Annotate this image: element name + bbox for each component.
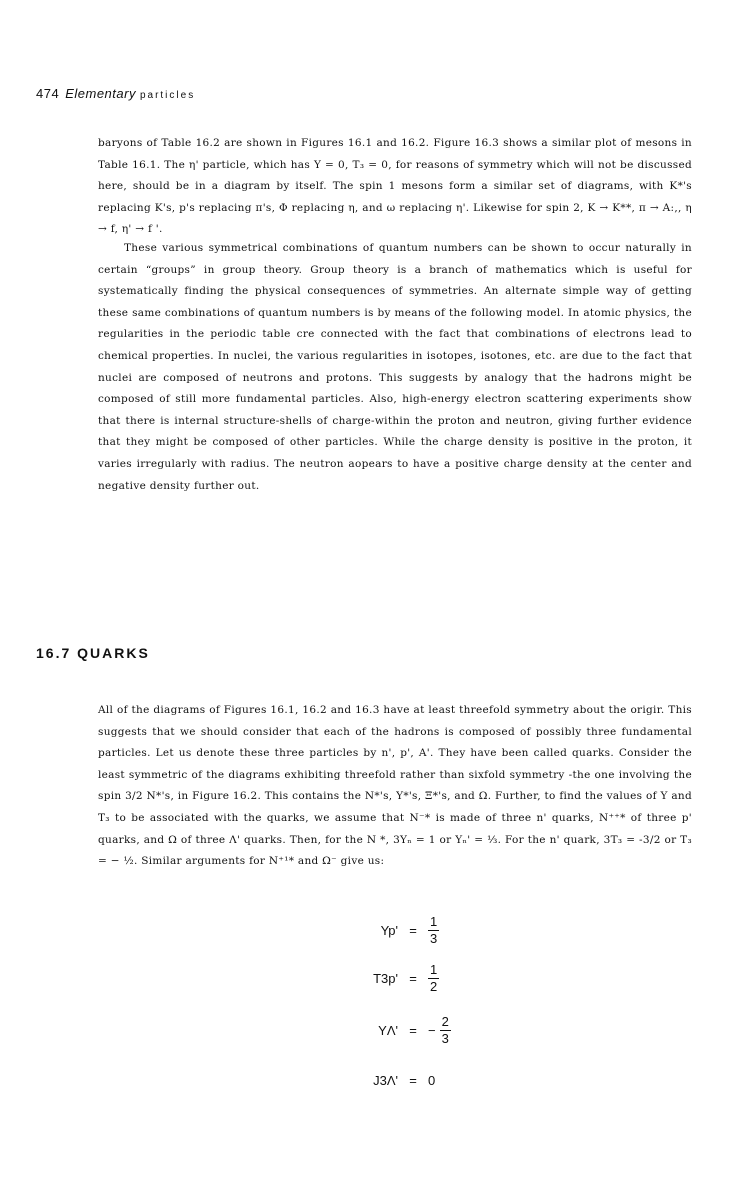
fraction-numerator: 2 — [441, 1013, 449, 1029]
paragraph-quarks — [98, 700, 692, 873]
equation-j3-lambda-quark — [340, 1060, 500, 1100]
fraction — [428, 914, 439, 947]
paragraph-text: All of the diagrams of Figures 16.1, 16.2 and 16.3 have at least threefold symmetry about the origir. This suggests that we should consider that each of the hadrons is composed of possibly three fundamental particles. Let us denote these three particles by n', p', A'. They have been called quarks. Consider the least symmetric of the diagrams exhibiting threefold rather than sixfold symmetry -the one involving the spin 3/2 N*'s, in Figure 16.2. This contains the N*'s, Y*'s, Ξ*'s, and Ω. Further, to find the values of Y and T₃ to be associated with the quarks, we assume that N⁻* is made of three n' quarks, N⁺⁺* of three p' quarks, and Ω of three Λ' quarks. Then, for the N *, 3Yₙ = 1 or Yₙ' = ⅓. For the n' quark, 3T₃ = -3/2 or T₃ = − ½. Similar arguments for N⁺¹* and Ω⁻ give us: — [98, 704, 692, 868]
paragraph-text: baryons of Table 16.2 are shown in Figures 16.1 and 16.2. Figure 16.3 shows a similar plot of mesons in Table 16.1. The η' particle, which has Y = 0, T₃ = 0, for reasons of symmetry which will not be discussed here, should be in a diagram by itself. The spin 1 mesons form a similar set of diagrams, with K*'s replacing K's, p's replacing π's, Φ replacing η, and ω replacing η'. Likewise for spin 2, K → K**, π → A:,, η → f, η' → f '. — [98, 137, 692, 236]
book-title: Elementary — [65, 86, 136, 101]
equals-sign: = — [409, 970, 417, 986]
fraction-numerator: 1 — [430, 961, 438, 977]
equation-t3-p-quark — [340, 958, 500, 998]
minus-sign: − — [428, 1022, 436, 1038]
equation-value: 0 — [428, 1072, 436, 1088]
section-heading: 16.7 QUARKS — [36, 645, 150, 661]
equation-lhs: YΛ' — [378, 1022, 398, 1038]
paragraph-symmetry — [98, 238, 692, 497]
equation-lhs: T3p' — [373, 970, 398, 986]
equation-lhs: Yp' — [380, 922, 398, 938]
page-number: 474 — [36, 86, 60, 101]
fraction-denominator: 2 — [430, 978, 438, 994]
equation-y-p-quark — [340, 910, 500, 950]
equation-y-lambda-quark — [340, 1010, 500, 1050]
paragraph-baryons — [98, 133, 692, 241]
paragraph-text: These various symmetrical combinations of quantum numbers can be shown to occur naturally in certain “groups” in group theory. Group theory is a branch of mathematics which is useful for systematically finding the physical consequences of symmetries. An alternate simple way of getting these same combinations of quantum numbers is by means of the following model. In atomic physics, the regularities in the periodic table cre connected with the fact that combinations of electrons lead to chemical properties. In nuclei, the various regularities in isotopes, isotones, etc. are due to the fact that nuclei are composed of neutrons and protons. This suggests by analogy that the hadrons might be composed of still more fundamental particles. Also, high-energy electron scattering experiments show that there is internal structure-shells of charge-within the proton and neutron, giving further evidence that they might be composed of other particles. While the charge density is positive in the proton, it varies irregularly with radius. The neutron aopears to have a positive charge density at the center and negative density further out. — [98, 242, 692, 492]
equals-sign: = — [409, 1022, 417, 1038]
equation-lhs: J3Λ' — [373, 1072, 398, 1088]
equals-sign: = — [409, 922, 417, 938]
page-header — [36, 86, 195, 101]
chapter-subtitle: particles — [139, 90, 196, 101]
fraction — [440, 1014, 451, 1047]
fraction — [428, 962, 439, 995]
fraction-denominator: 3 — [441, 1030, 449, 1046]
fraction-numerator: 1 — [430, 913, 438, 929]
equals-sign: = — [409, 1072, 417, 1088]
fraction-denominator: 3 — [430, 930, 438, 946]
